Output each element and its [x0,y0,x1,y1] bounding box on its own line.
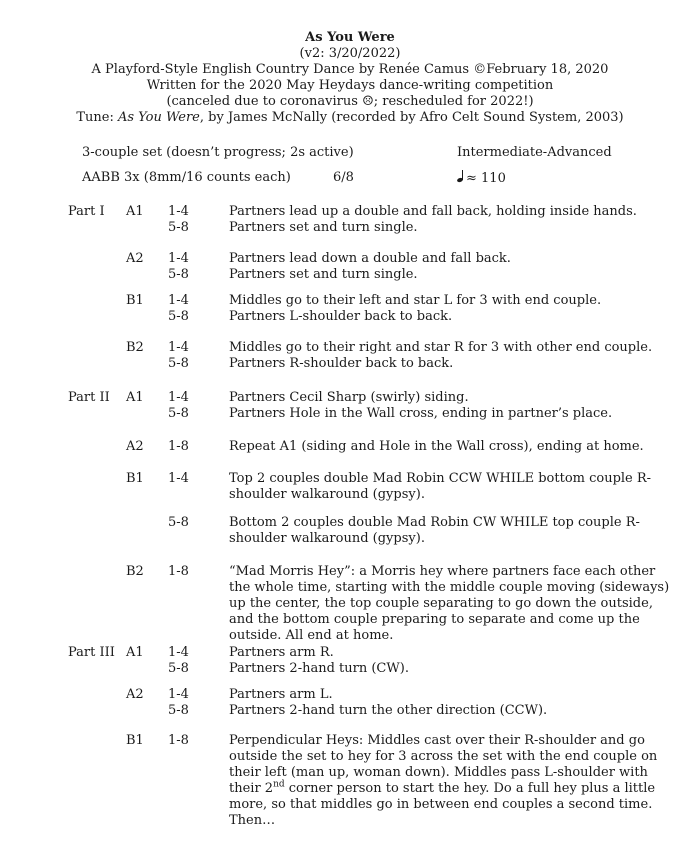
count-label: 5-8 [168,309,189,324]
part-label: Part III [68,645,115,660]
instruction-text: Partners R-shoulder back to back. [229,356,454,371]
tempo [457,170,506,186]
count-column [168,439,189,455]
instruction-column [229,687,675,719]
tempo-value: ≈ 110 [466,171,506,186]
instruction-column [229,733,675,829]
dance-title: As You Were [305,30,395,45]
instruction-column [229,390,675,422]
written-for-line: Written for the 2020 May Heydays dance-writing competition [146,78,554,93]
instruction-text: Partners set and turn single. [229,267,418,282]
tune-line [0,110,700,126]
figure-label: B2 [126,340,144,355]
form: AABB 3x (8mm/16 counts each) [82,170,291,185]
count-label: 1-4 [168,390,189,405]
tune-title: As You Were [117,110,200,125]
instruction-column [229,340,675,372]
count-column [168,564,189,580]
count-label: 5-8 [168,406,189,421]
instruction-text: Partners 2-hand turn the other direction (CCW). [229,703,548,718]
instruction-column [229,293,675,325]
tune-suffix: , by James McNally (recorded by Afro Celt Sound System, 2003) [199,110,624,125]
count-column [168,251,189,283]
figure-label: B1 [126,471,144,486]
figure-label: B1 [126,293,144,308]
figure-label: A2 [126,439,144,454]
count-label: 1-4 [168,471,189,486]
quarter-note-icon [457,170,464,182]
count-label: 1-4 [168,293,189,308]
count-column [168,204,189,236]
figure-label: A1 [126,645,144,660]
instruction-column [229,204,675,236]
tune-prefix: Tune: [76,110,118,125]
part-label: Part II [68,390,110,405]
instruction-text: Partners lead up a double and fall back, holding inside hands. [229,204,637,219]
count-label: 5-8 [168,267,189,282]
set-type: 3-couple set (doesn’t progress; 2s active) [82,145,354,160]
count-label: 1-4 [168,340,189,355]
count-label: 1-4 [168,251,189,266]
count-label: 1-8 [168,439,189,454]
instruction-column [229,251,675,283]
instruction-text: Partners Hole in the Wall cross, ending in partner’s place. [229,406,613,421]
instruction-column [229,439,675,455]
instruction-text: Partners 2-hand turn (CW). [229,661,409,676]
instruction-text-part: corner person to start the hey. Do a full hey plus a little more, so that middles go in between end couples a second time. Then… [229,781,656,828]
instruction-text: Partners Cecil Sharp (swirly) siding. [229,390,469,405]
instruction-text [229,733,675,829]
count-label: 5-8 [168,220,189,235]
figure-label: B2 [126,564,144,579]
time-signature: 6/8 [333,170,354,185]
count-column [168,293,189,325]
count-label: 1-8 [168,733,189,748]
instruction-text: Partners L-shoulder back to back. [229,309,453,324]
figure-label: A2 [126,687,144,702]
instruction-text: Partners lead down a double and fall back. [229,251,511,266]
count-label: 5-8 [168,661,189,676]
count-column [168,645,189,677]
figure-label: A1 [126,390,144,405]
instruction-column [229,645,675,677]
instruction-text: Middles go to their right and star R for 3 with other end couple. [229,340,653,355]
dance-header [0,30,700,126]
instruction-text: Partners arm R. [229,645,334,660]
instruction-text: Partners set and turn single. [229,220,418,235]
level: Intermediate-Advanced [457,145,612,160]
byline: A Playford-Style English Country Dance by Renée Camus ©February 18, 2020 [91,62,609,77]
instruction-text: Top 2 couples double Mad Robin CCW WHILE bottom couple R-shoulder walkaround (gypsy). [229,471,652,502]
ordinal-suffix: nd [273,779,285,790]
figure-label: A2 [126,251,144,266]
figure-label: B1 [126,733,144,748]
count-label: 1-8 [168,564,189,579]
count-label: 5-8 [168,703,189,718]
instruction-column [229,564,675,644]
count-label: 1-4 [168,687,189,702]
instruction-text-part: Perpendicular Heys: Middles cast over their R-shoulder and go outside the set to hey for 3 across the set with the end couple on their left (man up, woman down). Middles pass L-shoulder with their 2 [229,733,658,796]
instruction-text: Partners arm L. [229,687,333,702]
count-label: 5-8 [168,356,189,371]
canceled-note: (canceled due to coronavirus ☹; rescheduled for 2022!) [166,94,534,109]
version-line: (v2: 3/20/2022) [299,46,401,61]
count-column [168,390,189,422]
instruction-text: Bottom 2 couples double Mad Robin CW WHILE top couple R-shoulder walkaround (gypsy). [229,515,640,546]
instruction-text: “Mad Morris Hey”: a Morris hey where partners face each other the whole time, starting with the middle couple moving (sideways) up the center, the top couple separating to go down the outside, and the bottom couple preparing to separate and come up the outside. All end at home. [229,564,670,643]
count-column [168,340,189,372]
count-column [168,733,189,749]
count-label: 5-8 [168,515,189,530]
instruction-text: Repeat A1 (siding and Hole in the Wall cross), ending at home. [229,439,644,454]
count-column [168,687,189,719]
count-label: 1-4 [168,204,189,219]
figure-label: A1 [126,204,144,219]
part-label: Part I [68,204,105,219]
instruction-text: Middles go to their left and star L for 3 with end couple. [229,293,602,308]
count-label: 1-4 [168,645,189,660]
